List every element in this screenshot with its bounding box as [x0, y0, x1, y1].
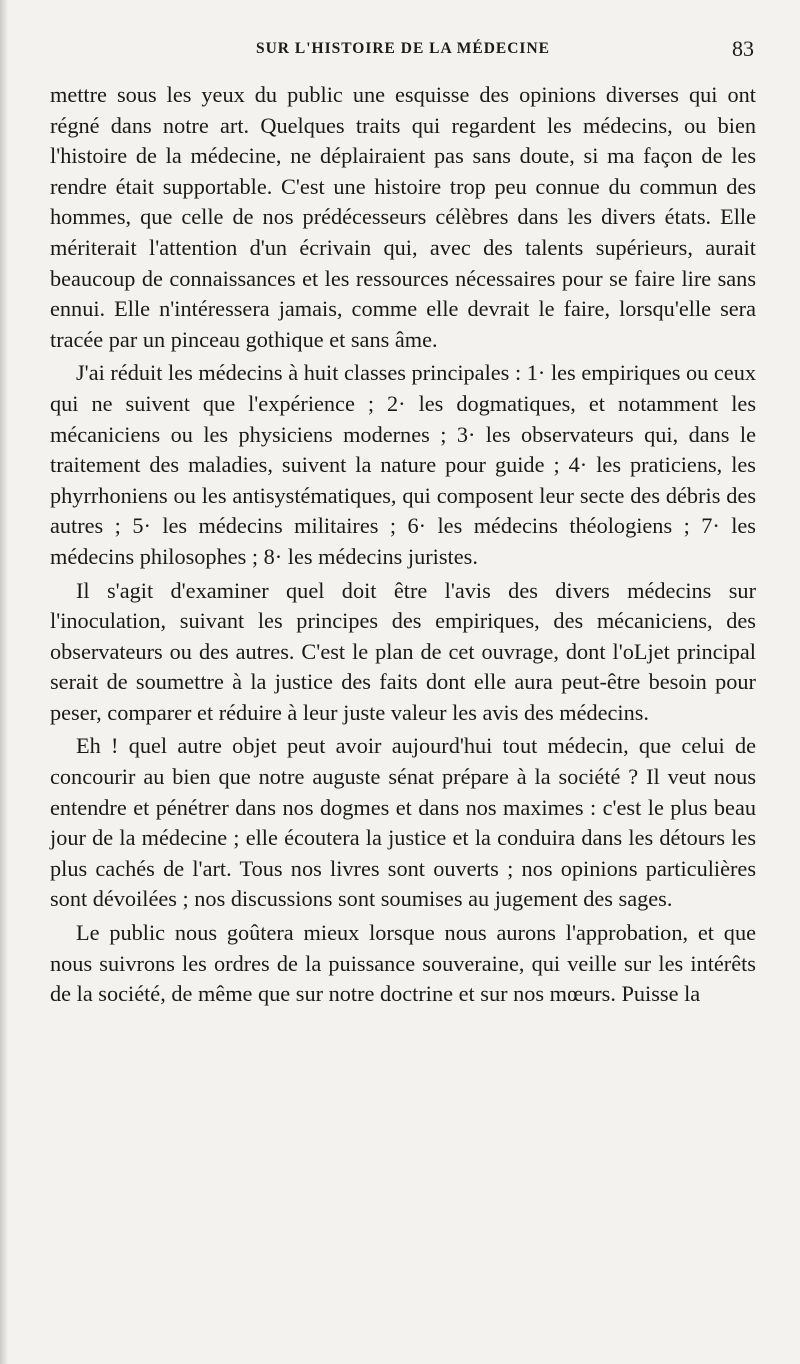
paragraph-continuation: mettre sous les yeux du public une esquisse des opinions diverses qui ont régné dans notre art. Quelques traits qui regardent les médecins, ou bien l'histoire de la médecine, ne déplairaient pas sans doute, si ma façon de les rendre était supportable. C'est une histoire trop peu connue du commun des hommes, que celle de nos prédécesseurs célèbres dans les divers états. Elle mériterait l'attention d'un écrivain qui, avec des talents supérieurs, aurait beaucoup de connaissances et les ressources nécessaires pour se faire lire sans ennui. Elle n'intéressera jamais, comme elle devrait le faire, lorsqu'elle sera tracée par un pinceau gothique et sans âme. [50, 82, 756, 352]
body-text [50, 80, 756, 1010]
page-header [50, 36, 756, 66]
paragraph-inoculation: Il s'agit d'examiner quel doit être l'avis des divers médecins sur l'inoculation, suivant les principes des empiriques, des mécaniciens, des observateurs ou des autres. C'est le plan de cet ouvrage, dont l'oLjet principal serait de soumettre à la justice des faits dont elle aura peut-être besoin pour peser, comparer et réduire à leur juste valeur les avis des médecins. [50, 577, 756, 725]
paragraph-senate: Eh ! quel autre objet peut avoir aujourd'hui tout médecin, que celui de concourir au bien que notre auguste sénat prépare à la société ? Il veut nous entendre et pénétrer dans nos dogmes et dans nos maximes : c'est le plus beau jour de la médecine ; elle écoutera la justice et la conduira dans les détours les plus cachés de l'art. Tous nos livres sont ouverts ; nos opinions particulières sont dévoilées ; nos discussions sont soumises au jugement des sages. [50, 733, 756, 912]
paragraph-public: Le public nous goûtera mieux lorsque nous aurons l'approbation, et que nous suivrons les ordres de la puissance souveraine, qui veille sur les intérêts de la société, de même que sur notre doctrine et sur nos mœurs. Puisse la [50, 920, 756, 1007]
paragraph-classes: J'ai réduit les médecins à huit classes principales : 1· les empiriques ou ceux qui ne suivent que l'expérience ; 2· les dogmatiques, et notamment les mécaniciens ou les physiciens modernes ; 3· les observateurs qui, dans le traitement des maladies, suivent la nature pour guide ; 4· les praticiens, les phyrrhoniens ou les antisystématiques, qui composent leur secte des débris des autres ; 5· les médecins militaires ; 6· les médecins théologiens ; 7· les médecins philosophes ; 8· les médecins juristes. [50, 360, 756, 569]
page-number: 83 [732, 36, 754, 61]
running-title: SUR L'HISTOIRE DE LA MÉDECINE [255, 40, 550, 57]
